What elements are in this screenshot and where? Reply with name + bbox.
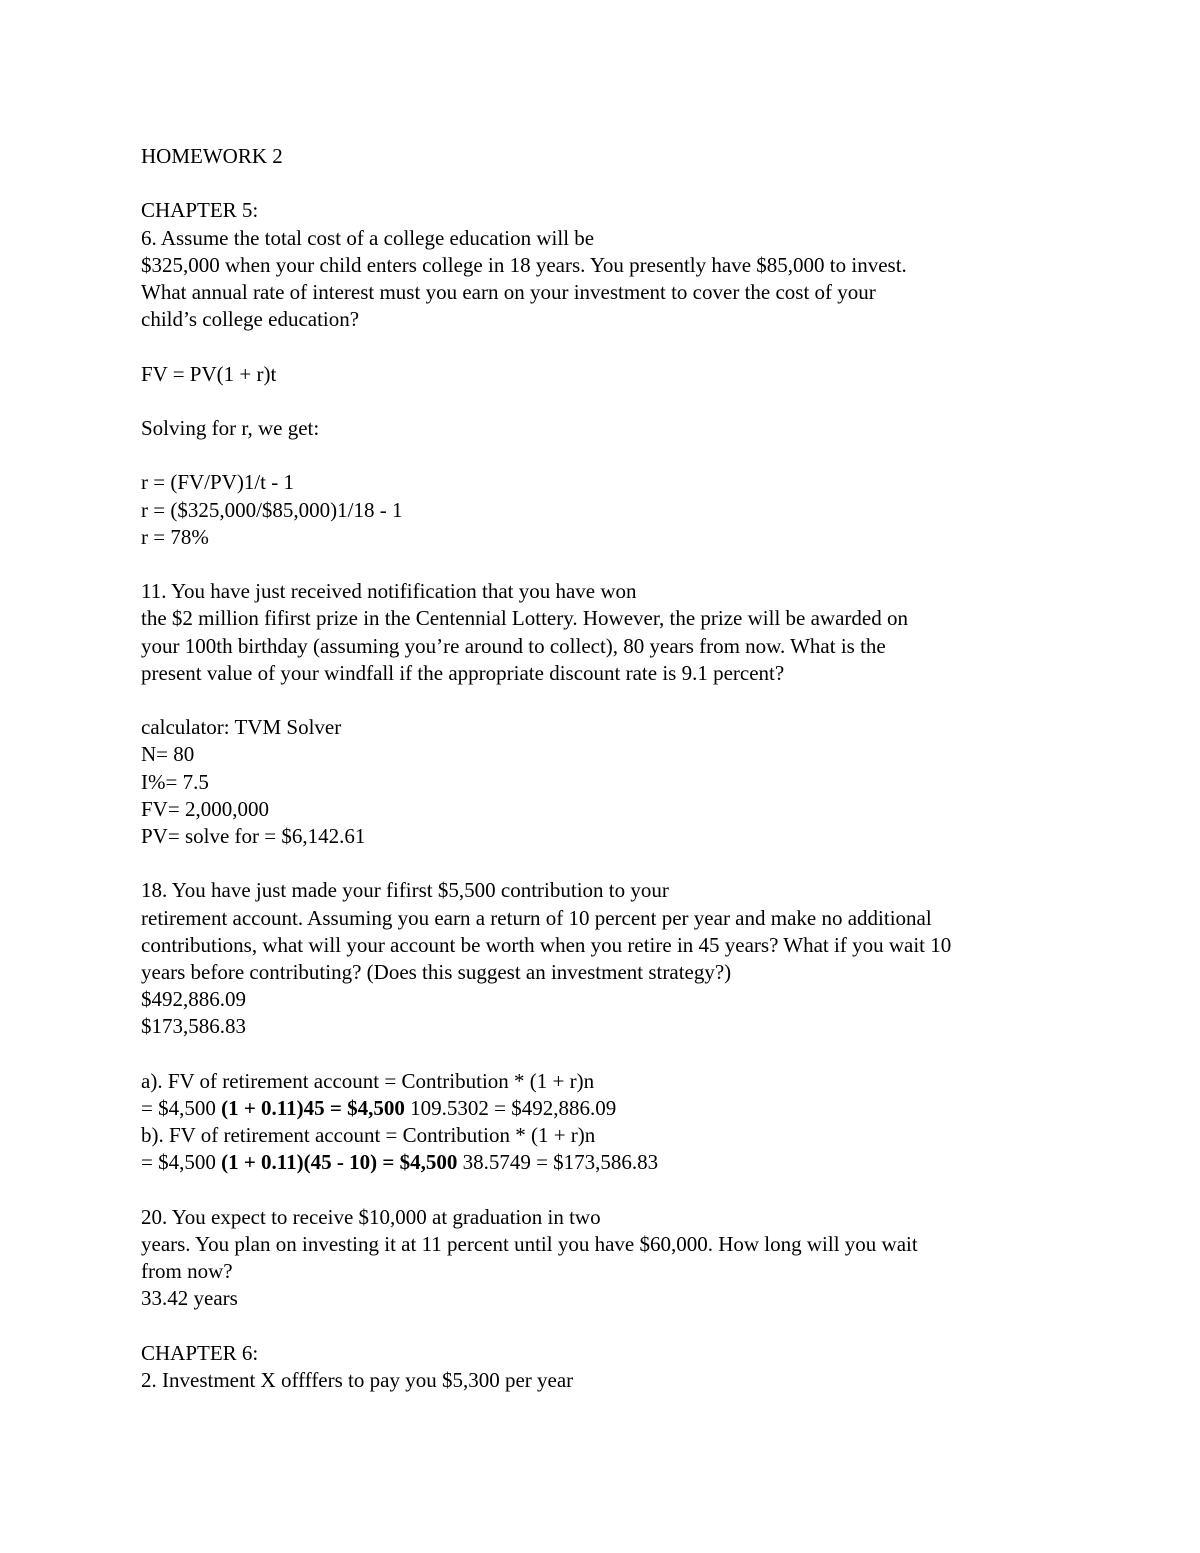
q18-line: 18. You have just made your fifirst $5,500 contribution to your — [141, 878, 669, 903]
q11-calc-line: N= 80 — [141, 742, 195, 767]
q18-part-b-calc — [141, 1149, 1101, 1176]
spacer — [141, 333, 1101, 360]
q11-calc-line: I%= 7.5 — [141, 769, 209, 794]
spacer — [141, 850, 1101, 877]
q11-calc-line: PV= solve for = $6,142.61 — [141, 823, 366, 848]
calc-bold: (1 + 0.11)45 = $4,500 — [221, 1095, 405, 1120]
spacer — [141, 388, 1101, 415]
q11-line: present value of your windfall if the appropriate discount rate is 9.1 percent? — [141, 660, 785, 685]
q18-answer: $173,586.83 — [141, 1014, 246, 1039]
q11-calc-line: calculator: TVM Solver — [141, 715, 342, 740]
q11-line: the $2 million fifirst prize in the Centennial Lottery. However, the prize will be awarded on — [141, 606, 908, 631]
spacer — [141, 1313, 1101, 1340]
q6-line: 6. Assume the total cost of a college education will be — [141, 225, 595, 250]
q18-answer: $492,886.09 — [141, 987, 246, 1012]
q6-step: r = ($325,000/$85,000)1/18 - 1 — [141, 497, 403, 522]
spacer — [141, 442, 1101, 469]
q2-line: 2. Investment X offffers to pay you $5,300 per year — [141, 1367, 574, 1392]
q18-part-b-label: b). FV of retirement account = Contribution * (1 + r)n — [141, 1123, 596, 1148]
chapter-6-heading: CHAPTER 6: — [141, 1340, 259, 1365]
q18-line: contributions, what will your account be worth when you retire in 45 years? What if you wait 10 — [141, 932, 952, 957]
q6-line: $325,000 when your child enters college in 18 years. You presently have $85,000 to invest. — [141, 252, 907, 277]
q20-line: years. You plan on investing it at 11 percent until you have $60,000. How long will you wait — [141, 1231, 918, 1256]
q20-line: 20. You expect to receive $10,000 at graduation in two — [141, 1204, 601, 1229]
q6-line: What annual rate of interest must you earn on your investment to cover the cost of your — [141, 280, 876, 304]
calc-suffix: 109.5302 = $492,886.09 — [404, 1095, 617, 1120]
calc-prefix: = $4,500 — [141, 1095, 222, 1120]
calc-prefix: = $4,500 — [141, 1150, 222, 1175]
spacer — [141, 170, 1101, 197]
calc-suffix: 38.5749 = $173,586.83 — [457, 1150, 659, 1175]
q6-formula: FV = PV(1 + r)t — [141, 361, 277, 386]
q6-step: r = (FV/PV)1/t - 1 — [141, 470, 295, 495]
q11-line: 11. You have just received notifification that you have won — [141, 579, 637, 604]
q18-part-a-label: a). FV of retirement account = Contribution * (1 + r)n — [141, 1068, 595, 1093]
calc-bold: (1 + 0.11)(45 - 10) = $4,500 — [221, 1150, 458, 1175]
spacer — [141, 687, 1101, 714]
q20-answer: 33.42 years — [141, 1286, 238, 1311]
q6-line: child’s college education? — [141, 307, 360, 332]
q6-solving-text: Solving for r, we get: — [141, 415, 320, 440]
q20-line: from now? — [141, 1259, 233, 1284]
q18-line: years before contributing? (Does this suggest an investment strategy?) — [141, 959, 732, 984]
document-page — [141, 143, 1101, 1394]
q6-step: r = 78% — [141, 524, 209, 549]
spacer — [141, 551, 1101, 578]
q11-line: your 100th birthday (assuming you’re around to collect), 80 years from now. What is the — [141, 633, 886, 658]
chapter-5-heading: CHAPTER 5: — [141, 198, 259, 223]
q18-line: retirement account. Assuming you earn a return of 10 percent per year and make no additional — [141, 905, 932, 930]
q11-calc-line: FV= 2,000,000 — [141, 796, 269, 821]
q18-part-a-calc — [141, 1095, 1101, 1122]
spacer — [141, 1041, 1101, 1068]
spacer — [141, 1177, 1101, 1204]
document-title: HOMEWORK 2 — [141, 144, 283, 168]
